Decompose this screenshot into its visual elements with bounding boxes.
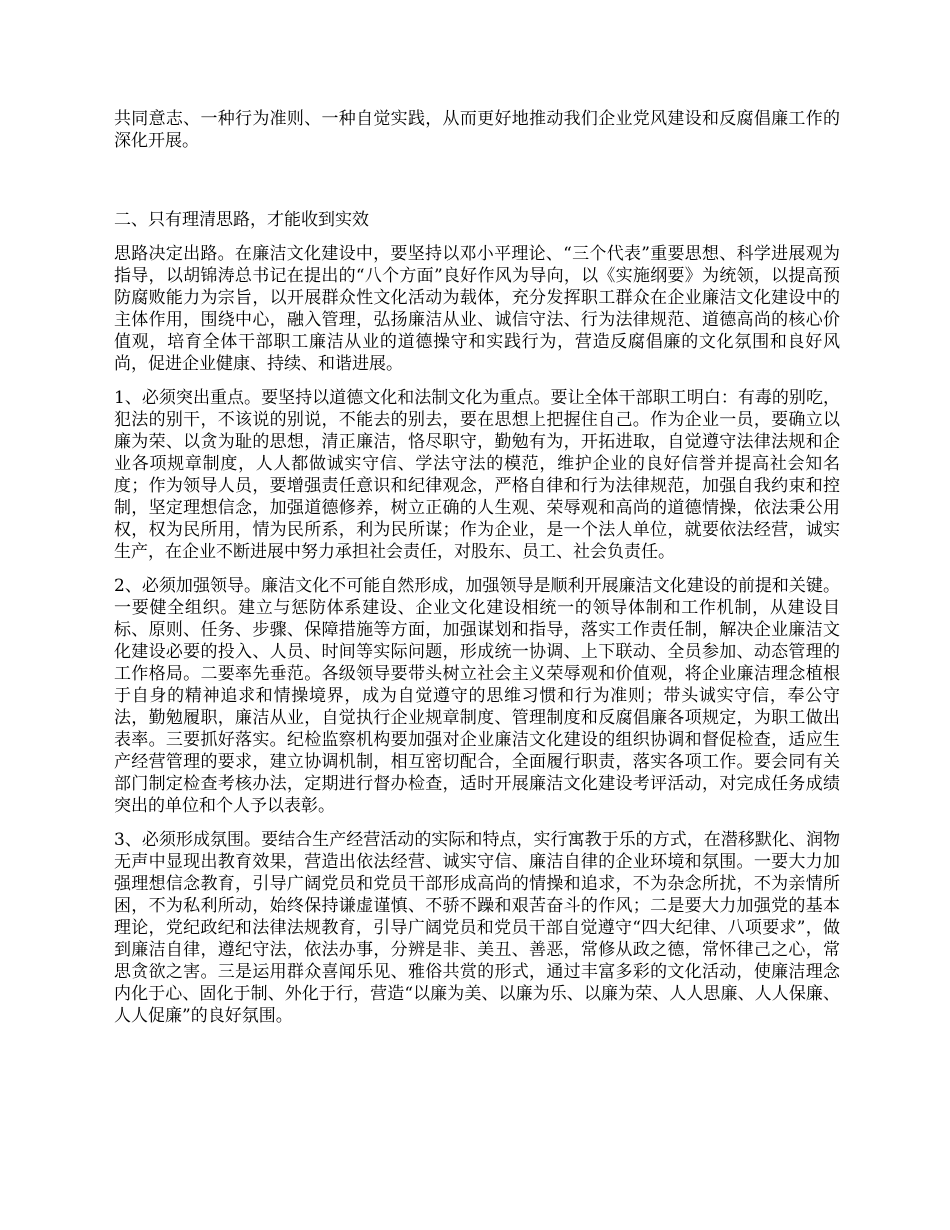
opening-paragraph: 共同意志、一种行为准则、一种自觉实践，从而更好地推动我们企业党风建设和反腐倡廉工作的深化开展。 [114, 109, 840, 151]
paragraph-intro: 思路决定出路。在廉洁文化建设中，要坚持以邓小平理论、“三个代表”重要思想、科学进展观为指导，以胡锦涛总书记在提出的“八个方面”良好作风为导向，以《实施纲要》为统领，以提高预防腐败能力为宗旨，以开展群众性文化活动为载体，充分发挥职工群众在企业廉洁文化建设中的主体作用，围绕中心，融入管理，弘扬廉洁从业、诚信守法、行为法律规范、道德高尚的核心价值观，培育全体干部职工廉洁从业的道德操守和实践行为，营造反腐倡廉的文化氛围和良好风尚，促进企业健康、持续、和谐进展。 [114, 244, 840, 374]
document-page [114, 108, 840, 1039]
paragraph-point-3: 3、必须形成氛围。要结合生产经营活动的实际和特点，实行寓教于乐的方式，在潜移默化、润物无声中显现出教育效果，营造出依法经营、诚实守信、廉洁自律的企业环境和氛围。一要大力加强理想信念教育，引导广阔党员和党员干部形成高尚的情操和追求，不为杂念所扰，不为亲情所困，不为私利所动，始终保持谦虚谨慎、不骄不躁和艰苦奋斗的作风；二是要大力加强党的基本理论，党纪政纪和法律法规教育，引导广阔党员和党员干部自觉遵守“四大纪律、八项要求”，做到廉洁自律，遵纪守法，依法办事，分辨是非、美丑、善恶，常修从政之德，常怀律己之心，常思贪欲之害。三是运用群众喜闻乐见、雅俗共赏的形式，通过丰富多彩的文化活动，使廉洁理念内化于心、固化于制、外化于行，营造“以廉为美、以廉为乐、以廉为荣、人人思廉、人人保廉、人人促廉”的良好氛围。 [114, 830, 840, 1026]
section-heading: 二、只有理清思路，才能收到实效 [114, 210, 369, 230]
paragraph-point-1: 1、必须突出重点。要坚持以道德文化和法制文化为重点。要让全体干部职工明白：有毒的别吃，犯法的别干，不该说的别说，不能去的别去，要在思想上把握住自己。作为企业一员，要确立以廉为荣、以贪为耻的思想，清正廉洁，恪尽职守，勤勉有为，开拓进取，自觉遵守法律法规和企业各项规章制度，人人都做诚实守信、学法守法的模范，维护企业的良好信誉并提高社会知名度；作为领导人员，要增强责任意识和纪律观念，严格自律和行为法律规范，加强自我约束和控制，坚定理想信念，加强道德修养，树立正确的人生观、荣辱观和高尚的道德情操，依法秉公用权，权为民所用，情为民所系，利为民所谋；作为企业，是一个法人单位，就要依法经营，诚实生产，在企业不断进展中努力承担社会责任，对股东、员工、社会负责任。 [114, 388, 840, 562]
paragraph-point-2: 2、必须加强领导。廉洁文化不可能自然形成，加强领导是顺利开展廉洁文化建设的前提和关键。一要健全组织。建立与惩防体系建设、企业文化建设相统一的领导体制和工作机制，从建设目标、原则、任务、步骤、保障措施等方面，加强谋划和指导，落实工作责任制，解决企业廉洁文化建设必要的投入、人员、时间等实际问题，形成统一协调、上下联动、全员参加、动态管理的工作格局。二要率先垂范。各级领导要带头树立社会主义荣辱观和价值观，将企业廉洁理念植根于自身的精神追求和情操境界，成为自觉遵守的思维习惯和行为准则；带头诚实守信，奉公守法，勤勉履职，廉洁从业，自觉执行企业规章制度、管理制度和反腐倡廉各项规定，为职工做出表率。三要抓好落实。纪检监察机构要加强对企业廉洁文化建设的组织协调和督促检查，适应生产经营管理的要求，建立协调机制，相互密切配合，全面履行职责，落实各项工作。要会同有关部门制定检查考核办法，定期进行督办检查，适时开展廉洁文化建设考评活动，对完成任务成绩突出的单位和个人予以表彰。 [114, 576, 840, 816]
